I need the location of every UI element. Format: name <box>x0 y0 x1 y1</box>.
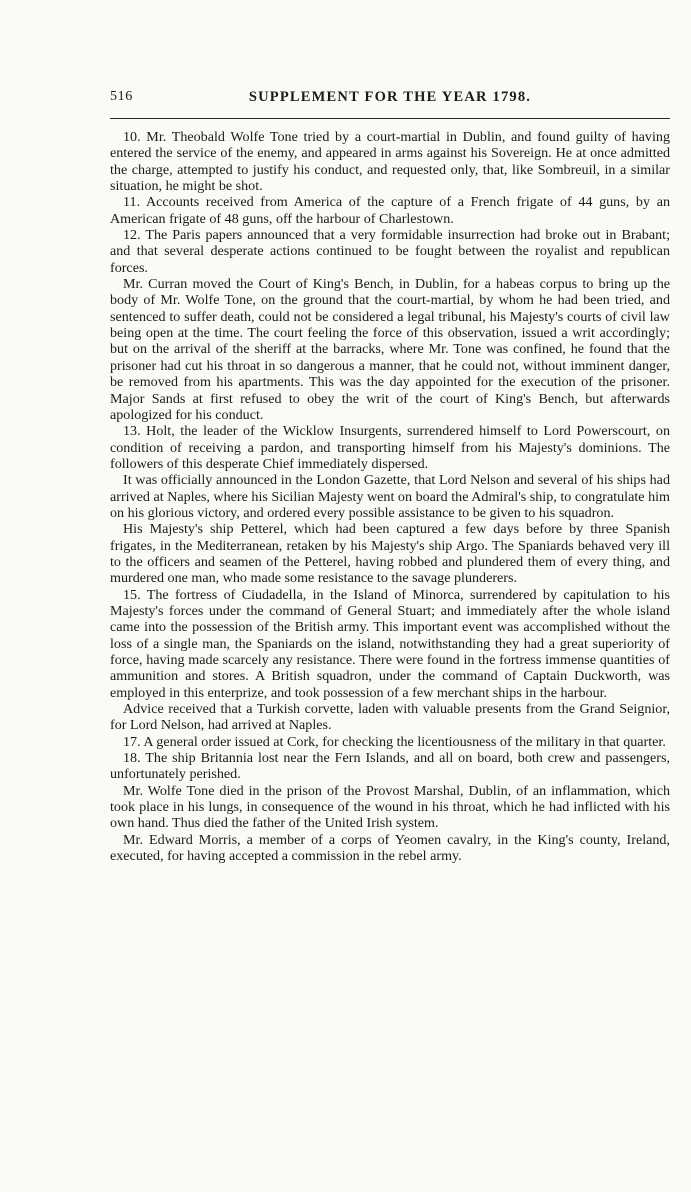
paragraph: Advice received that a Turkish corvette, laden with valuable presents from the Grand Seignior, for Lord Nelson, had arrived at Naples. <box>110 701 670 734</box>
paragraph: 17. A general order issued at Cork, for checking the licentiousness of the military in that quarter. <box>123 733 666 750</box>
page-header <box>110 88 670 110</box>
book-page <box>110 88 670 864</box>
paragraph: 15. The fortress of Ciudadella, in the Island of Minorca, surrendered by capitulation to his Majesty's forces under the command of General Stuart; and immediately after the whole island came into the possession of the British army. This important event was accomplished without the loss of a single man, the Spaniards on the island, notwithstanding they had a great superiority of force, having made scarcely any resistance. There were found in the fortress immense quantities of ammunition and stores. A British squadron, under the command of Captain Duckworth, was employed in this enterprize, and took possession of a few merchant ships in the harbour. <box>110 586 670 701</box>
paragraph: 13. Holt, the leader of the Wicklow Insurgents, surrendered himself to Lord Powerscourt, on condition of receiving a pardon, and transporting himself from his Majesty's dominions. The followers of this desperate Chief immediately dispersed. <box>110 423 670 472</box>
paragraph: Mr. Edward Morris, a member of a corps of Yeomen cavalry, in the King's county, Ireland, executed, for having accepted a commission in the rebel army. <box>110 831 670 865</box>
paragraph: Mr. Wolfe Tone died in the prison of the Provost Marshal, Dublin, of an inflammation, which took place in his lungs, in consequence of the wound in his throat, which he had inflicted with his own hand. Thus died the father of the United Irish system. <box>110 782 670 832</box>
header-rule <box>110 118 670 119</box>
paragraph: It was officially announced in the London Gazette, that Lord Nelson and several of his ships had arrived at Naples, where his Sicilian Majesty went on board the Admiral's ship, to congratulate him on his glorious victory, and ordered every possible assistance to be given to his squadron. <box>110 472 670 521</box>
paragraph: 10. Mr. Theobald Wolfe Tone tried by a court-martial in Dublin, and found guilty of having entered the service of the enemy, and appeared in arms against his Sovereign. He at once admitted the charge, attempted to justify his conduct, and requested only, that, like Sombreuil, in a similar situation, he might be shot. <box>110 129 670 195</box>
paragraph: 18. The ship Britannia lost near the Fern Islands, and all on board, both crew and passengers, unfortunately perished. <box>110 750 670 783</box>
paragraph: 11. Accounts received from America of the capture of a French frigate of 44 guns, by an American frigate of 48 guns, off the harbour of Charlestown. <box>110 194 670 227</box>
paragraph: His Majesty's ship Petterel, which had been captured a few days before by three Spanish frigates, in the Mediterranean, retaken by his Majesty's ship Argo. The Spaniards behaved very ill to the officers and seamen of the Petterel, having robbed and plundered them of every thing, and murdered one man, who made some resistance to the savage plunderers. <box>110 521 670 587</box>
paragraph: Mr. Curran moved the Court of King's Bench, in Dublin, for a habeas corpus to bring up the body of Mr. Wolfe Tone, on the ground that the court-martial, by whom he had been tried, and sentenced to suffer death, could not be considered a legal tribunal, his Majesty's courts of civil law being open at the time. The court feeling the force of this observation, issued a writ accordingly; but on the arrival of the sheriff at the barracks, where Mr. Tone was confined, he found that the prisoner had cut his throat in so dangerous a manner, that he could not, without imminent danger, be removed from his apartments. This was the day appointed for the execution of the prisoner. Major Sands at first refused to obey the writ of the court of King's Bench, but afterwards apologized for his conduct. <box>110 276 670 423</box>
paragraph: 12. The Paris papers announced that a very formidable insurrection had broke out in Brabant; and that several desperate actions continued to be fought between the royalist and republican forces. <box>110 227 670 276</box>
running-title: SUPPLEMENT FOR THE YEAR 1798. <box>248 89 532 105</box>
page-number: 516 <box>110 89 133 104</box>
page-body <box>110 129 670 864</box>
